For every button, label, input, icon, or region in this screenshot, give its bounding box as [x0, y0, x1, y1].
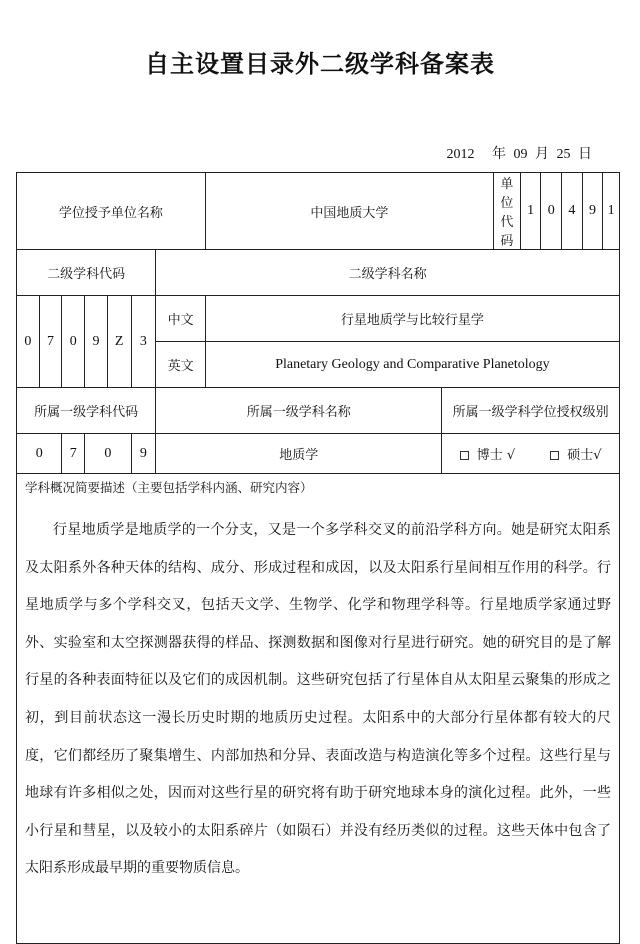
doctor-option[interactable]: 博士 √: [460, 444, 515, 463]
filing-form-table: [16, 172, 620, 944]
second-code-label: 二级学科代码: [17, 250, 156, 296]
unit-name-label: 学位授予单位名称: [17, 173, 206, 250]
unit-code-digit: 1: [520, 173, 541, 250]
chinese-label: 中文: [156, 296, 206, 342]
form-title: 自主设置目录外二级学科备案表: [145, 50, 495, 78]
chinese-name-value: 行星地质学与比较行星学: [205, 296, 619, 342]
second-code-digit: 7: [39, 296, 62, 388]
description-cell: [17, 474, 620, 944]
english-name-value: Planetary Geology and Comparative Planetology: [205, 342, 619, 388]
date-month: 09: [513, 147, 528, 162]
first-code-digit: 7: [62, 434, 85, 474]
unit-code-label: 单位代码: [493, 173, 520, 250]
first-code-digit: 0: [85, 434, 131, 474]
unit-code-digit: 9: [582, 173, 603, 250]
second-name-label: 二级学科名称: [156, 250, 620, 296]
checkbox-icon: [550, 451, 559, 460]
first-name-value: 地质学: [156, 434, 442, 474]
unit-name-value: 中国地质大学: [205, 173, 493, 250]
date-day-label: 日: [578, 147, 592, 162]
date-day: 25: [556, 147, 571, 162]
date-year-label: 年: [492, 147, 506, 162]
master-option[interactable]: 硕士√: [550, 444, 601, 463]
date-year: 2012: [446, 147, 475, 162]
filing-date: [443, 143, 593, 163]
date-month-label: 月: [535, 147, 549, 162]
second-code-digit: 0: [62, 296, 85, 388]
second-code-digit: 3: [131, 296, 156, 388]
first-code-label: 所属一级学科代码: [17, 388, 156, 434]
description-text: 行星地质学是地质学的一个分支，又是一个多学科交叉的前沿学科方向。她是研究太阳系及太阳系外各种天体的结构、成分、形成过程和成因，以及太阳系行星间相互作用的科学。行星地质学与多个学科交叉，包括天文学、生物学、化学和物理学科等。行星地质学家通过野外、实验室和太空探测器获得的样品、探测数据和图像对行星进行研究。她的研究目的是了解行星的各种表面特征以及它们的成因机制。这些研究包括了行星体自从太阳星云聚集的形成之初，到目前状态这一漫长历史时期的地质历史过程。太阳系中的大部分行星体都有较大的尺度，它们都经历了聚集增生、内部加热和分异、表面改造与构造演化等多个过程。这些行星与地球有许多相似之处，因而对这些行星的研究将有助于研究地球本身的演化过程。此外，一些小行星和彗星，以及较小的太阳系碎片（如陨石）并没有经历类似的过程。这些天体中包含了太阳系形成最早期的重要物质信息。: [25, 522, 611, 877]
unit-code-digit: 4: [562, 173, 583, 250]
english-label: 英文: [156, 342, 206, 388]
degree-level-options: [442, 434, 620, 474]
second-code-digit: Z: [107, 296, 131, 388]
second-code-digit: 0: [17, 296, 40, 388]
unit-code-digit: 1: [603, 173, 620, 250]
checkbox-icon: [460, 451, 469, 460]
first-level-label: 所属一级学科学位授权级别: [442, 388, 620, 434]
first-code-digit: 9: [131, 434, 156, 474]
first-name-label: 所属一级学科名称: [156, 388, 442, 434]
second-code-digit: 9: [85, 296, 108, 388]
description-heading: 学科概况简要描述（主要包括学科内涵、研究内容）: [25, 480, 313, 495]
first-code-digit: 0: [17, 434, 62, 474]
unit-code-digit: 0: [541, 173, 562, 250]
